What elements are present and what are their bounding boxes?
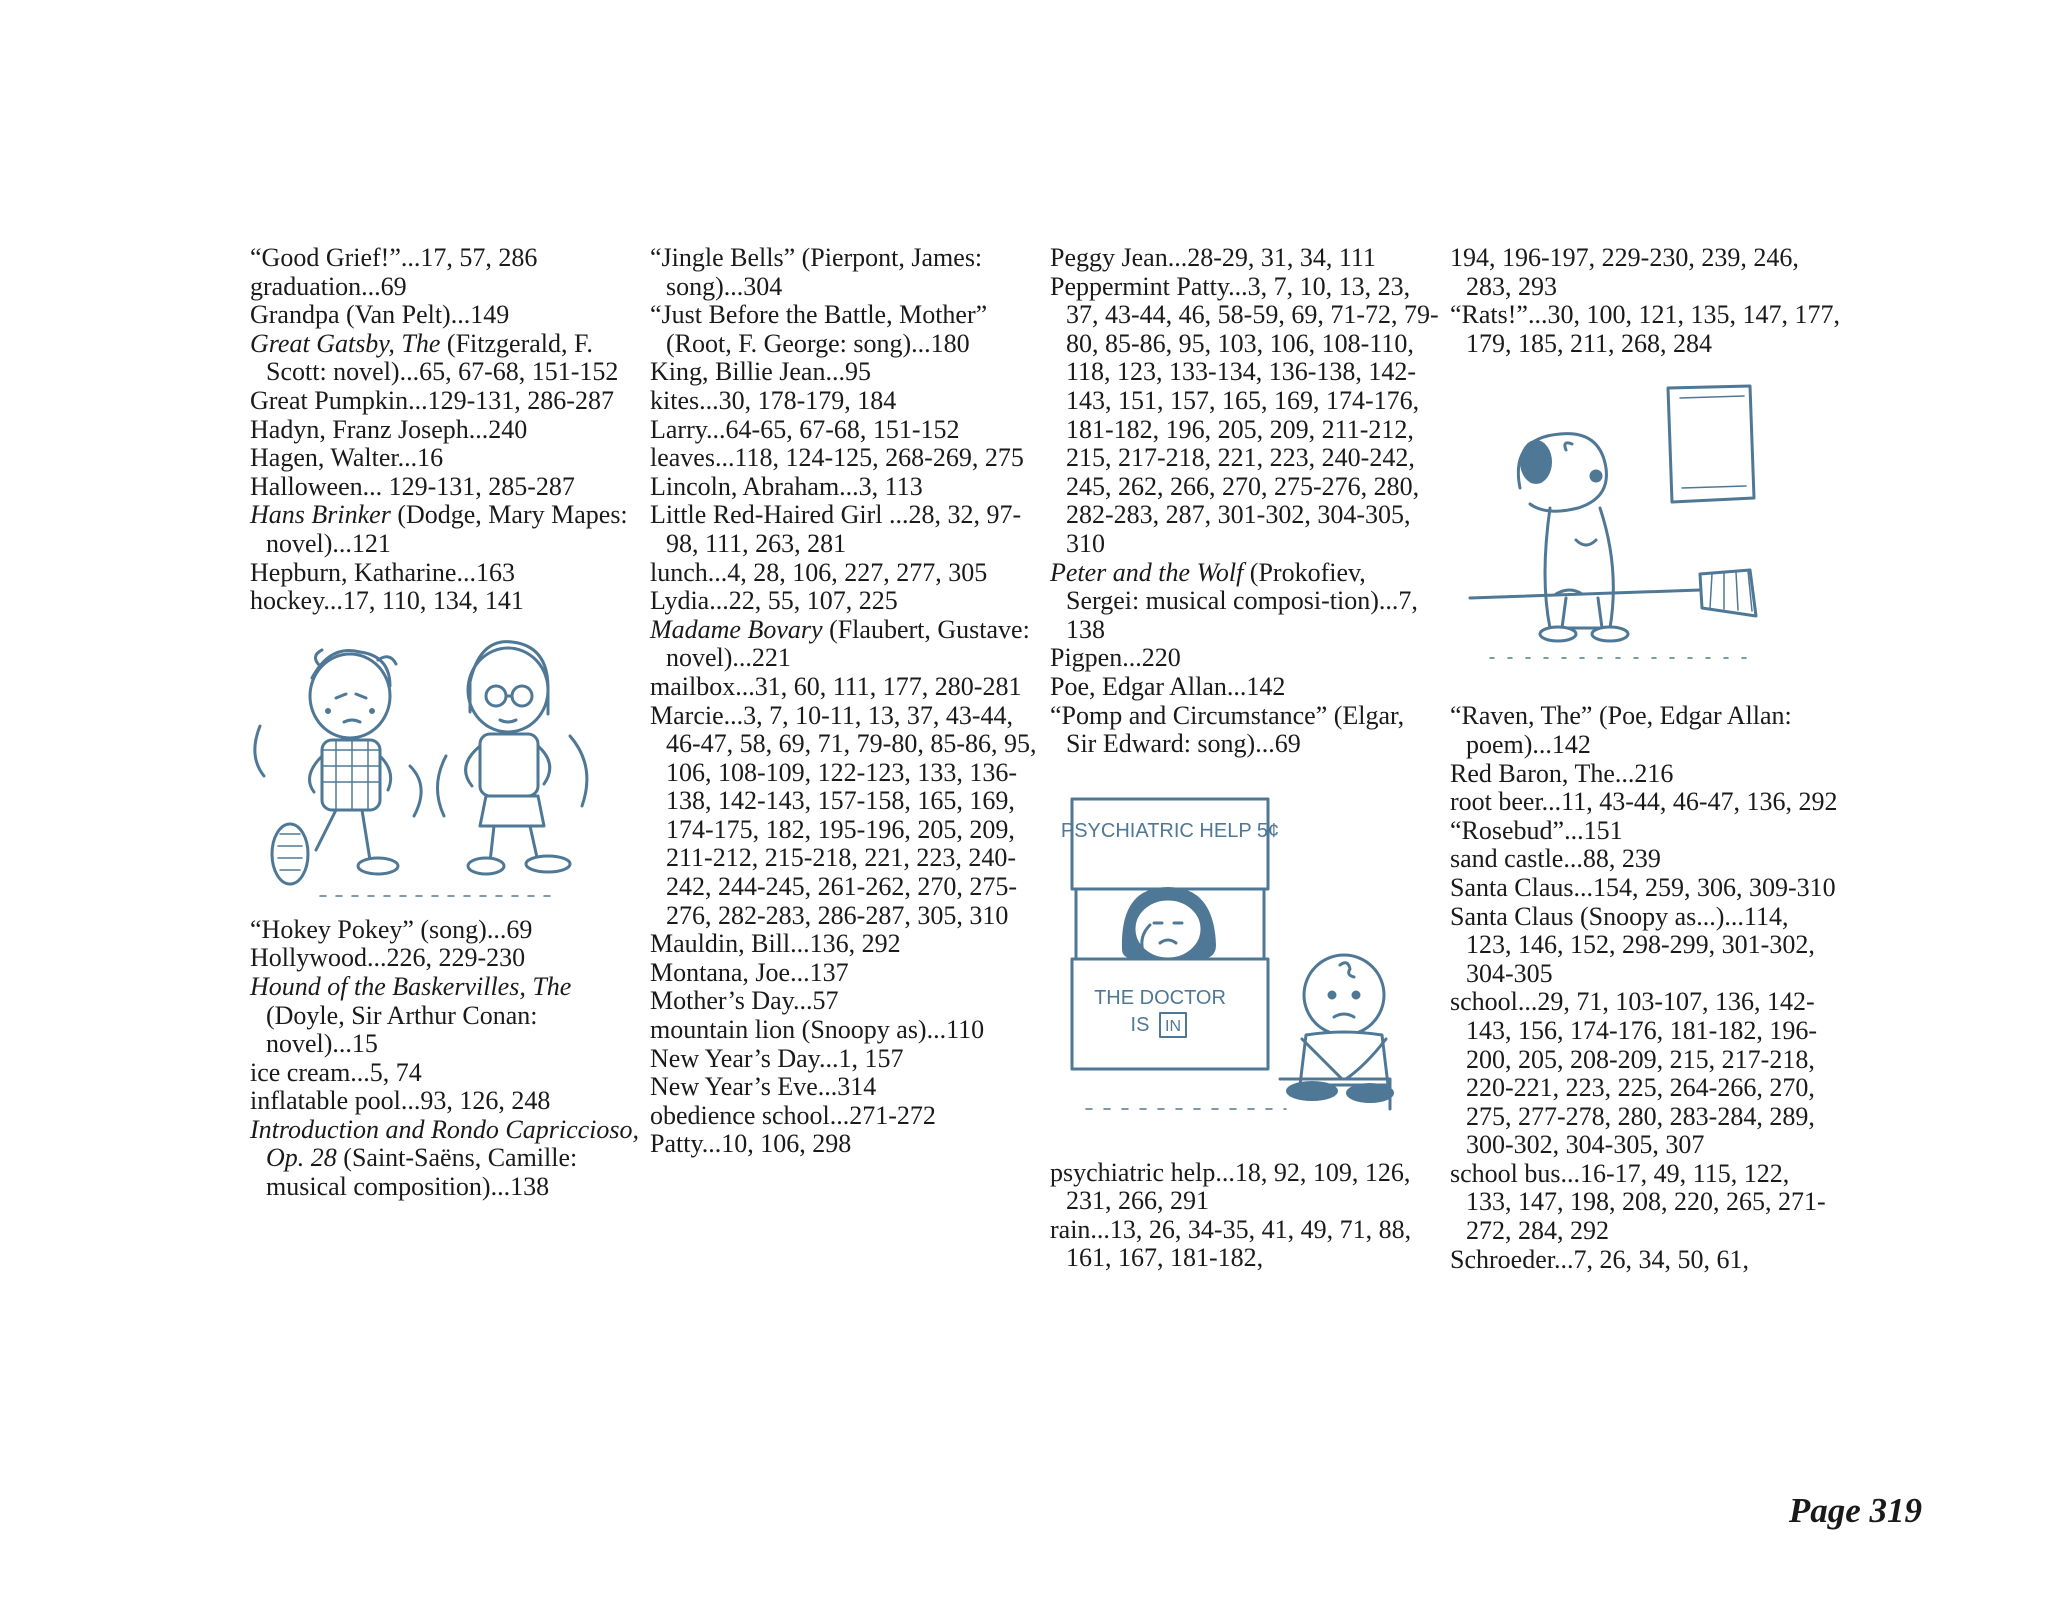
booth-sign-bottom-1: THE DOCTOR [1094, 986, 1226, 1009]
index-entry-text: Hagen, Walter...16 [250, 443, 444, 473]
index-entry-text: mountain lion (Snoopy as)...110 [650, 1015, 985, 1045]
index-entry [1050, 673, 1440, 702]
index-entry [250, 244, 640, 273]
index-entry [1450, 988, 1840, 1160]
index-entry-text: (Saint-Saëns, Camille: musical composition)...138 [266, 1143, 578, 1202]
index-entry [250, 444, 640, 473]
index-entry-text: Hepburn, Katharine...163 [250, 557, 515, 587]
index-column-4 [1450, 244, 1840, 1274]
index-entry-text: hockey...17, 110, 134, 141 [250, 586, 524, 616]
index-entry-text: (Doyle, Sir Arthur Conan: novel)...15 [266, 1000, 538, 1059]
index-entry-text: Grandpa (Van Pelt)...149 [250, 300, 510, 330]
index-entry [250, 273, 640, 302]
index-entry [250, 473, 640, 502]
index-entry-text: root beer...11, 43-44, 46-47, 136, 292 [1450, 787, 1838, 817]
index-entry [250, 944, 640, 973]
index-entry [650, 416, 1040, 445]
index-entry [250, 1087, 640, 1116]
index-entry-text: Mauldin, Bill...136, 292 [650, 929, 901, 959]
entries-group [1450, 702, 1840, 1274]
index-entry-text: “Hokey Pokey” (song)...69 [250, 914, 533, 944]
index-entry-text: 194, 196-197, 229-230, 239, 246, 283, 293 [1450, 243, 1799, 301]
index-entry-text: school bus...16-17, 49, 115, 122, 133, 147, 198, 208, 220, 265, 271-272, 284, 292 [1450, 1158, 1826, 1246]
index-entry [250, 973, 640, 1059]
index-entry-text: sand castle...88, 239 [1450, 844, 1661, 874]
index-entry [1450, 903, 1840, 989]
index-entry [1450, 788, 1840, 817]
index-entry-text: (Fitzgerald, F. Scott: novel)...65, 67-68, 151-152 [266, 328, 619, 387]
index-entry [250, 559, 640, 588]
index-entry [1050, 273, 1440, 559]
index-entry-italic-title: Introduction and Rondo Capriccioso, Op. 28 [250, 1114, 640, 1173]
index-entry-text: ice cream...5, 74 [250, 1057, 422, 1087]
index-column-2 [650, 244, 1040, 1159]
index-entry-text: Marcie...3, 7, 10-11, 13, 37, 43-44, 46-47, 58, 69, 71, 79-80, 85-86, 95, 106, 108-109, 122-123, 133, 136-138, 142-143, 157-158, 165, 169, 174-175, 182, 195-196, 205, 209, 211-212, 215-218, 221, 223, 240-242, 244-245, 261-262, 270, 275-276, 282-283, 286-287, 305, 310 [650, 700, 1037, 930]
index-column-1 [250, 244, 640, 1202]
index-entry-text: obedience school...271-272 [650, 1100, 936, 1130]
index-entry [650, 1073, 1040, 1102]
index-entry-text: “Rosebud”...151 [1450, 815, 1623, 845]
index-entry-text: Peggy Jean...28-29, 31, 34, 111 [1050, 243, 1376, 272]
index-entry [250, 387, 640, 416]
index-entry-text: leaves...118, 124-125, 268-269, 275 [650, 443, 1024, 473]
entries-group [1050, 244, 1440, 759]
index-entry [650, 616, 1040, 673]
index-entry-text: “Good Grief!”...17, 57, 286 [250, 243, 538, 272]
index-entry [1050, 244, 1440, 273]
index-entry-text: Great Pumpkin...129-131, 286-287 [250, 385, 614, 415]
index-entry-italic-title: Madame Bovary [650, 614, 823, 644]
index-entry-text: “Jingle Bells” (Pierpont, James: song)...304 [650, 243, 983, 301]
index-entry [650, 559, 1040, 588]
index-entry-text: school...29, 71, 103-107, 136, 142-143, 156, 174-176, 181-182, 196-200, 205, 208-209, 215, 217-218, 220-221, 223, 225, 264-266, 270, 275, 277-278, 280, 283-284, 289, 300-302, 304-305, 307 [1450, 987, 1817, 1160]
index-entry [650, 473, 1040, 502]
index-entry-italic-title: Great Gatsby, The [250, 328, 441, 358]
index-entry-italic-title: Hans Brinker [250, 500, 391, 530]
index-entry [650, 930, 1040, 959]
booth-sign-top: PSYCHIATRIC HELP 5¢ [1060, 819, 1280, 842]
index-entry-text: Red Baron, The...216 [1450, 758, 1674, 788]
booth-sign-in: IN [1165, 1017, 1181, 1035]
index-entry [1450, 301, 1840, 358]
index-entry-text: Pigpen...220 [1050, 643, 1181, 673]
index-entry-text: rain...13, 26, 34-35, 41, 49, 71, 88, 161, 167, 181-182, [1050, 1214, 1412, 1273]
index-entry [1450, 1160, 1840, 1246]
index-entry [1450, 845, 1840, 874]
index-entry-text: psychiatric help...18, 92, 109, 126, 231, 266, 291 [1050, 1157, 1411, 1216]
index-column-3 [1050, 244, 1440, 1273]
index-entry-text: (Dodge, Mary Mapes: novel)...121 [266, 500, 628, 558]
index-entry-text: “Raven, The” (Poe, Edgar Allan: poem)...142 [1450, 701, 1792, 759]
index-entry [650, 1130, 1040, 1159]
booth-sign-bottom-2: IS [1130, 1013, 1150, 1036]
index-entry-text: (Prokofiev, Sergei: musical composi-tion)...7, 138 [1066, 557, 1418, 644]
index-entry-text: Schroeder...7, 26, 34, 50, 61, [1450, 1244, 1749, 1274]
index-entry-text: Mother’s Day...57 [650, 986, 839, 1016]
entries-group [1450, 244, 1840, 358]
index-entry-text: Lincoln, Abraham...3, 113 [650, 471, 923, 501]
index-entry [1450, 1246, 1840, 1275]
index-entry [650, 702, 1040, 931]
peppermint-patty-marcie-illustration [250, 616, 640, 916]
index-entry-text: (Flaubert, Gustave: novel)...221 [666, 614, 1030, 673]
index-entry-text: Santa Claus...154, 259, 306, 309-310 [1450, 872, 1836, 902]
index-entry [650, 1102, 1040, 1131]
index-entry-text: “Just Before the Battle, Mother” (Root, F. George: song)...180 [650, 300, 988, 358]
index-entry [250, 416, 640, 445]
index-entry [1050, 559, 1440, 645]
index-entry [650, 959, 1040, 988]
index-entry [650, 501, 1040, 558]
index-entry-text: Hollywood...226, 229-230 [250, 943, 526, 973]
index-entry-text: Hadyn, Franz Joseph...240 [250, 414, 528, 444]
index-entry [1450, 817, 1840, 846]
index-entry [250, 501, 640, 558]
entries-group [650, 244, 1040, 1159]
index-entry-text: New Year’s Day...1, 157 [650, 1043, 904, 1073]
index-entry-text: Halloween... 129-131, 285-287 [250, 471, 575, 501]
index-entry-text: mailbox...31, 60, 111, 177, 280-281 [650, 671, 1022, 701]
index-entry [1050, 644, 1440, 673]
index-entry [650, 987, 1040, 1016]
page-number: Page 319 [1788, 1491, 1922, 1530]
index-entry [1050, 702, 1440, 759]
index-entry [650, 358, 1040, 387]
index-entry-text: King, Billie Jean...95 [650, 357, 871, 387]
index-entry-text: lunch...4, 28, 106, 227, 277, 305 [650, 557, 988, 587]
index-entry [250, 1059, 640, 1088]
index-entry-text: inflatable pool...93, 126, 248 [250, 1086, 551, 1116]
index-entry-text: Santa Claus (Snoopy as...)...114, 123, 146, 152, 298-299, 301-302, 304-305 [1450, 901, 1815, 988]
snoopy-broom-illustration [1450, 358, 1840, 702]
index-entry [650, 301, 1040, 358]
index-entry [650, 387, 1040, 416]
index-entry-text: Patty...10, 106, 298 [650, 1129, 852, 1159]
index-entry [1450, 244, 1840, 301]
index-entry-text: graduation...69 [250, 271, 407, 301]
index-entry-text: “Rats!”...30, 100, 121, 135, 147, 177, 179, 185, 211, 268, 284 [1450, 300, 1840, 358]
index-entry [650, 444, 1040, 473]
index-entry-text: Poe, Edgar Allan...142 [1050, 671, 1286, 701]
index-entry-text: kites...30, 178-179, 184 [650, 385, 897, 415]
index-entry [1450, 702, 1840, 759]
index-entry [650, 587, 1040, 616]
index-entry-text: Little Red-Haired Girl ...28, 32, 97-98, 111, 263, 281 [650, 500, 1022, 558]
psychiatric-help-booth-illustration [1050, 759, 1440, 1159]
index-entry-text: New Year’s Eve...314 [650, 1072, 877, 1102]
index-entry [650, 673, 1040, 702]
index-entry [1050, 1216, 1440, 1273]
index-entry [650, 244, 1040, 301]
index-entry-text: Montana, Joe...137 [650, 957, 849, 987]
entries-group [250, 916, 640, 1202]
index-entry-italic-title: Hound of the Baskervilles, The [250, 971, 572, 1001]
index-entry [250, 330, 640, 387]
index-entry [1450, 874, 1840, 903]
index-entry-text: Peppermint Patty...3, 7, 10, 13, 23, 37, 43-44, 46, 58-59, 69, 71-72, 79-80, 85-86, 95, 103, 106, 108-110, 118, 123, 133-134, 136-138, 142-143, 151, 157, 165, 169, 174-176, 181-182, 196, 205, 209, 211-212, 215, 217-218, 221, 223, 240-242, 245, 262, 266, 270, 275-276, 280, 282-283, 287, 301-302, 304-305, 310 [1050, 271, 1439, 558]
entries-group [1050, 1159, 1440, 1273]
index-entry [250, 587, 640, 616]
index-entry [1450, 760, 1840, 789]
index-entry-text: Lydia...22, 55, 107, 225 [650, 586, 898, 616]
index-entry [250, 301, 640, 330]
entries-group [250, 244, 640, 616]
index-entry-text: Larry...64-65, 67-68, 151-152 [650, 414, 960, 444]
index-entry [250, 1116, 640, 1202]
index-entry [650, 1045, 1040, 1074]
index-entry [650, 1016, 1040, 1045]
index-entry-text: “Pomp and Circumstance” (Elgar, Sir Edward: song)...69 [1050, 700, 1405, 759]
index-entry [250, 916, 640, 945]
index-entry [1050, 1159, 1440, 1216]
index-entry-italic-title: Peter and the Wolf [1050, 557, 1244, 587]
